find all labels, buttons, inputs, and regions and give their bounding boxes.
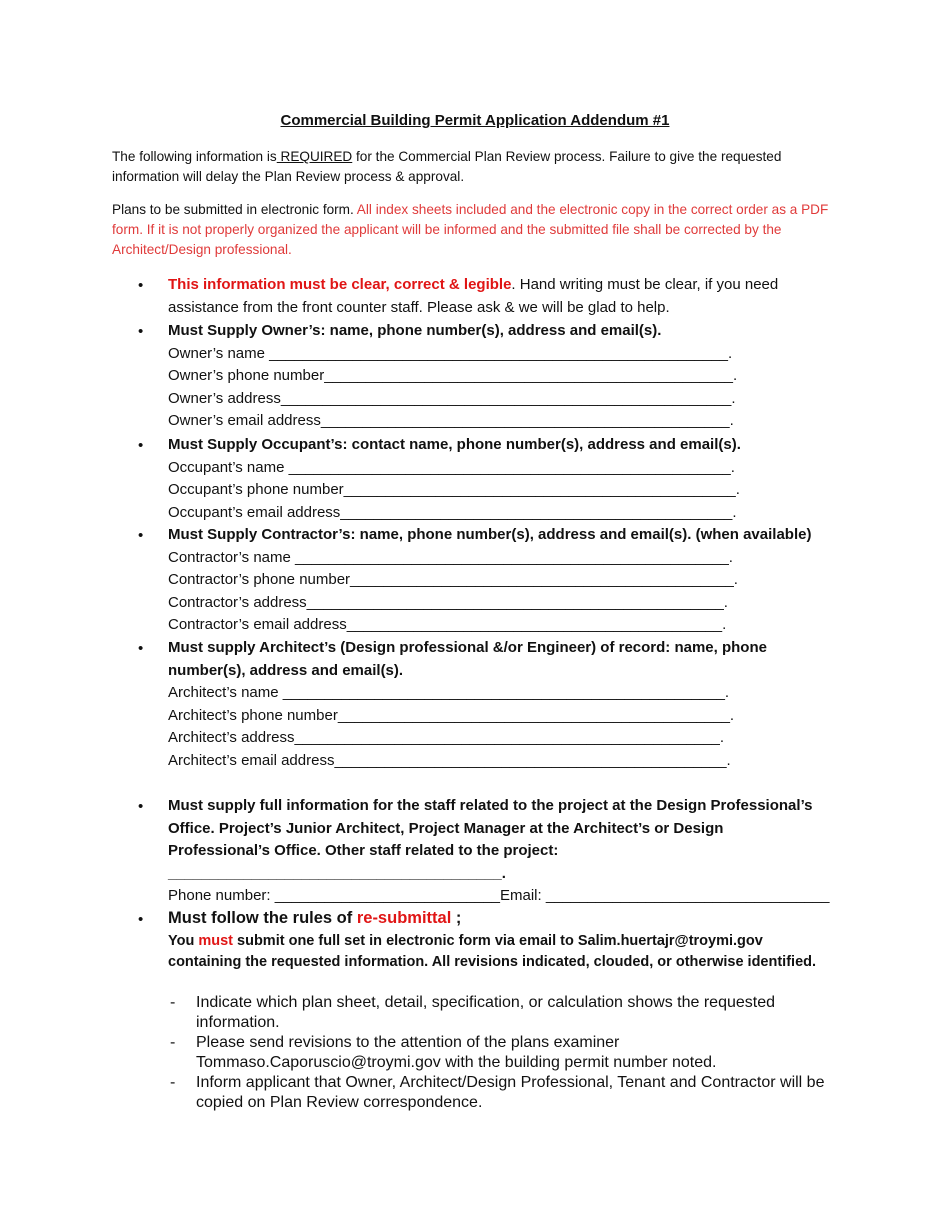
- intro-before: The following information is: [112, 149, 277, 164]
- occupant-heading: Must Supply Occupant’s: contact name, phone number(s), address and email(s).: [168, 436, 741, 453]
- owner-heading: Must Supply Owner’s: name, phone number(s), address and email(s).: [168, 322, 662, 339]
- owner-phone-field[interactable]: Owner’s phone number_________________________________________________.: [168, 367, 738, 384]
- required-word: REQUIRED: [276, 149, 353, 164]
- contractor-phone-field[interactable]: Contractor’s phone number______________________________________________.: [168, 571, 738, 588]
- occupant-email-field[interactable]: Occupant’s email address_______________________________________________.: [168, 503, 737, 521]
- occupant-phone-field[interactable]: Occupant’s phone number_______________________________________________.: [168, 481, 740, 498]
- intro-after: for the Commercial Plan Review process. Failure to give the requested information will delay the Plan Review process & approval.: [112, 149, 782, 184]
- staff-section: [168, 795, 828, 908]
- resubmittal-head-after: ;: [451, 909, 462, 927]
- intro-electronic-form: [112, 200, 832, 260]
- architect-email-field[interactable]: Architect’s email address_______________________________________________.: [168, 751, 731, 769]
- page-title: Commercial Building Permit Application Addendum #1: [280, 112, 670, 129]
- legible-rest: . Hand writing must be clear, if you need assistance from the front counter staff. Please ask & we will be glad to help.: [168, 276, 779, 316]
- intro-requirements: [112, 147, 832, 187]
- resubmittal-head-before: Must follow the rules of: [168, 909, 357, 927]
- staff-heading[interactable]: Must supply full information for the staff related to the project at the Design Professional’s Office. Project’s Junior Architect, Project Manager at the Architect’s or Design Professional’s Office. Other staff related to the project: ________________________________________.: [168, 797, 813, 882]
- resubmittal-body-rest: submit one full set in electronic form via email to Salim.huertajr@troymi.gov containing the requested information. All revisions indicated, clouded, or otherwise identified.: [168, 933, 817, 970]
- contractor-section: [168, 524, 828, 637]
- occupant-section: [168, 434, 828, 524]
- contractor-email-field[interactable]: Contractor’s email address_____________________________________________.: [168, 616, 727, 633]
- owner-email-field[interactable]: Owner’s email address_________________________________________________.: [168, 412, 734, 429]
- architect-phone-field[interactable]: Architect’s phone number_______________________________________________.: [168, 706, 735, 724]
- contractor-name-field[interactable]: Contractor’s name ____________________________________________________.: [168, 548, 733, 566]
- owner-name-field[interactable]: Owner’s name _______________________________________________________.: [168, 344, 733, 362]
- electronic-form-note: All index sheets included and the electronic copy in the correct order as a PDF form. If it is not properly organized the applicant will be informed and the submitted file shall be corrected by the Architect/Design professional.: [112, 202, 829, 257]
- resubmittal-must: must: [198, 933, 233, 949]
- architect-address-field[interactable]: Architect’s address___________________________________________________.: [168, 729, 725, 746]
- resubmittal-item: Indicate which plan sheet, detail, specification, or calculation shows the requested information.: [196, 994, 776, 1031]
- electronic-form-text: Plans to be submitted in electronic form.: [112, 202, 354, 217]
- legible-warning: This information must be clear, correct & legible: [168, 276, 512, 293]
- architect-section: [168, 637, 828, 772]
- staff-phone-email-field[interactable]: Phone number: ___________________________Email: __________________________________: [168, 887, 830, 904]
- resubmittal-keyword: re-submittal: [356, 909, 452, 927]
- owner-address-field[interactable]: Owner’s address______________________________________________________.: [168, 389, 736, 407]
- dash-marker: -: [170, 994, 176, 1011]
- occupant-name-field[interactable]: Occupant’s name _____________________________________________________.: [168, 458, 735, 476]
- bullet-staff: •: [138, 798, 144, 815]
- bullet-occupant: •: [138, 437, 144, 454]
- bullet-architect: •: [138, 640, 144, 657]
- dash-marker: -: [170, 1074, 176, 1091]
- resubmittal-heading: [168, 909, 461, 928]
- owner-section: [168, 320, 828, 433]
- bullet-legible: •: [138, 277, 144, 294]
- contractor-address-field[interactable]: Contractor’s address__________________________________________________.: [168, 593, 728, 611]
- architect-name-field[interactable]: Architect’s name _____________________________________________________.: [168, 684, 730, 701]
- dash-marker: -: [170, 1034, 176, 1051]
- bullet-resubmittal: •: [138, 911, 144, 928]
- legible-note: [168, 274, 828, 319]
- contractor-heading: Must Supply Contractor’s: name, phone number(s), address and email(s). (when available): [168, 526, 812, 543]
- resubmittal-item: Inform applicant that Owner, Architect/Design Professional, Tenant and Contractor will be copied on Plan Review correspondence.: [196, 1074, 825, 1111]
- architect-heading: Must supply Architect’s (Design professional &/or Engineer) of record: name, phone number(s), address and email(s).: [168, 639, 767, 679]
- resubmittal-instructions: [168, 931, 828, 973]
- resubmittal-item: Please send revisions to the attention of the plans examiner Tommaso.Caporuscio@troymi.gov with the building permit number noted.: [196, 1034, 717, 1071]
- bullet-contractor: •: [138, 527, 144, 544]
- resubmittal-you: You: [168, 933, 199, 949]
- bullet-owner: •: [138, 323, 144, 340]
